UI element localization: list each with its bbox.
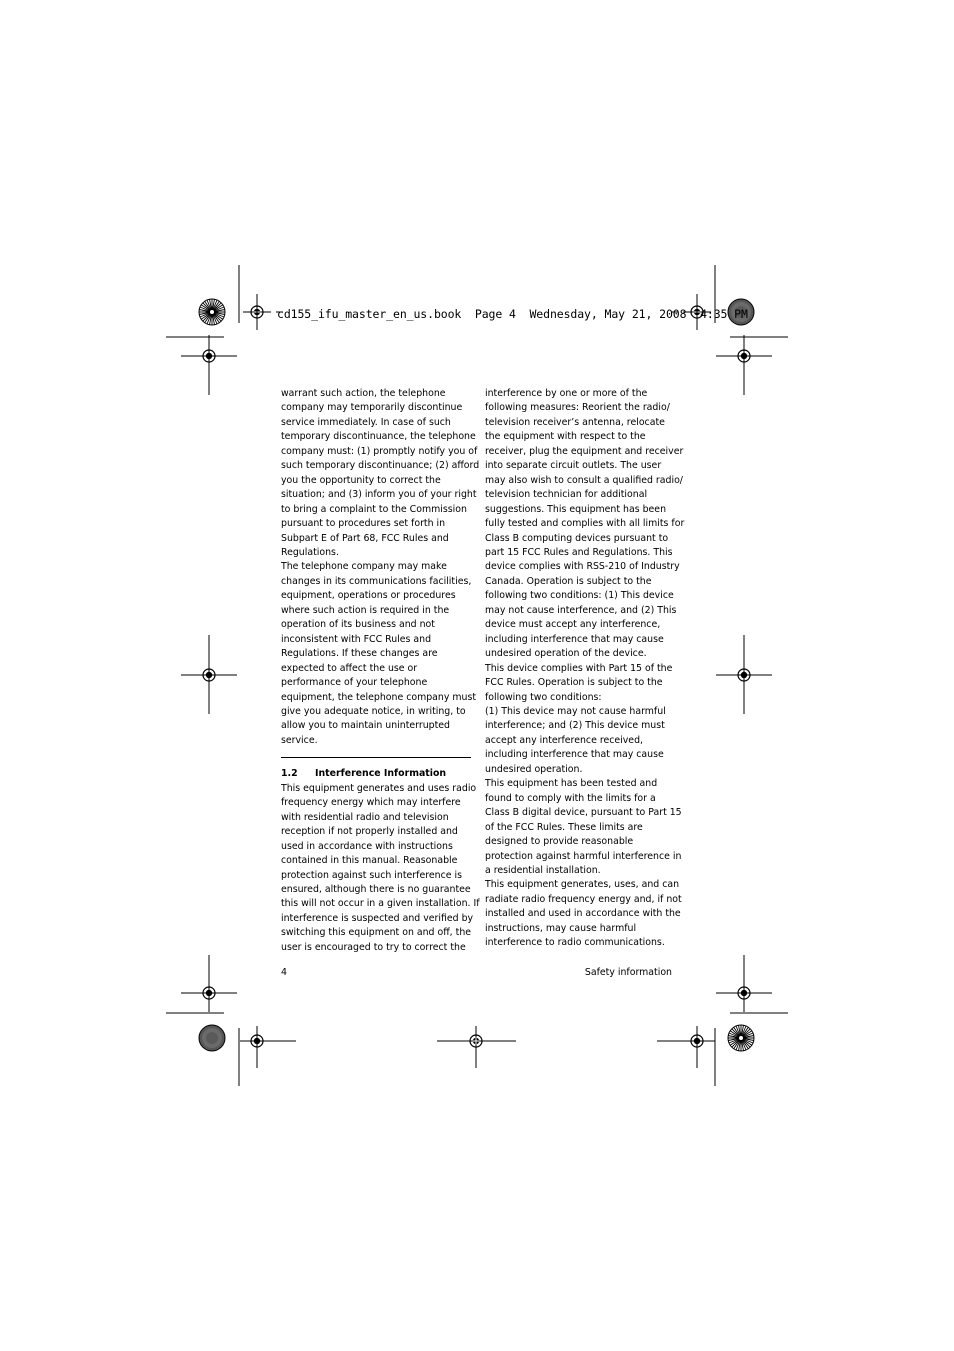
text-line: The telephone company may make (281, 561, 447, 573)
text-line: television receiver’s antenna, relocate (485, 416, 665, 428)
text-line: user is encouraged to try to correct the (281, 941, 466, 953)
text-line: reception if not properly installed and (281, 826, 458, 838)
text-line: where such action is required in the (281, 604, 450, 616)
text-line: device complies with RSS-210 of Industry (485, 561, 680, 573)
text-line: protection against such interference is (281, 869, 462, 881)
text-line: may not cause interference, and (2) This (485, 604, 677, 616)
text-line: this will not occur in a given installation. If (281, 898, 480, 910)
text-line: instructions, may cause harmful (485, 922, 637, 934)
text-line: you the opportunity to correct the (281, 474, 441, 486)
text-line: fully tested and complies with all limits for (485, 518, 685, 530)
text-line: This device complies with Part 15 of the (485, 662, 673, 674)
text-line: Regulations. (281, 546, 339, 558)
section-title: Interference Information (315, 768, 447, 780)
text-line: ensured, although there is no guarantee (281, 883, 471, 895)
right-paragraph-5 (485, 878, 682, 950)
page-number: 4 (281, 967, 287, 978)
text-line: undesired operation of the device. (485, 648, 647, 660)
text-line: following measures: Reorient the radio/ (485, 402, 670, 414)
text-line: following two conditions: (1) This device (485, 590, 674, 602)
text-line: This equipment generates, uses, and can (485, 879, 680, 891)
text-line: of the FCC Rules. These limits are (485, 821, 643, 833)
text-line: equipment, the telephone company must (281, 691, 477, 703)
text-line: situation; and (3) inform you of your right (281, 489, 477, 501)
text-line: Class B computing devices pursuant to (485, 532, 669, 544)
text-line: may also wish to consult a qualified radio/ (485, 474, 683, 486)
text-line: temporary discontinuance, the telephone (281, 431, 476, 443)
text-line: service. (281, 734, 318, 746)
text-line: interference by one or more of the (485, 388, 648, 399)
right-paragraph-3 (485, 705, 675, 777)
text-line: switching this equipment on and off, the (281, 927, 472, 939)
text-line: installed and used in accordance with the (485, 908, 681, 920)
right-column (485, 387, 685, 951)
right-paragraph-4 (485, 777, 682, 878)
left-paragraph-2 (281, 560, 477, 748)
text-line: interference to radio communications. (485, 937, 665, 949)
text-line: give you adequate notice, in writing, to (281, 705, 466, 717)
text-line: used in accordance with instructions (281, 840, 453, 852)
right-paragraph-2 (485, 662, 675, 705)
text-line: including interference that may cause (485, 749, 664, 761)
text-line: operation of its business and not (281, 619, 435, 631)
text-line: the equipment with respect to the (485, 431, 646, 443)
text-line: (1) This device may not cause harmful (485, 705, 666, 717)
text-line: interference; and (2) This device must (485, 720, 665, 732)
text-line: a residential installation. (485, 864, 601, 876)
text-line: such temporary discontinuance; (2) afford (281, 460, 480, 472)
text-line: with residential radio and television (281, 811, 449, 823)
text-line: This equipment generates and uses radio (281, 782, 477, 794)
section-number: 1.2 (281, 768, 298, 780)
text-line: Regulations. If these changes are (281, 648, 438, 660)
text-line: warrant such action, the telephone (281, 388, 446, 399)
text-line: performance of your telephone (281, 677, 428, 689)
text-line: contained in this manual. Reasonable (281, 855, 458, 867)
left-paragraph-1 (281, 387, 480, 560)
text-line: allow you to maintain uninterrupted (281, 720, 451, 732)
left-column (281, 387, 480, 955)
print-slug: cd155_ifu_master_en_us.book Page 4 Wednesday, May 21, 2008 4:35 PM (277, 307, 748, 321)
text-line: Class B digital device, pursuant to Part 15 (485, 807, 682, 819)
text-line: radiate radio frequency energy and, if not (485, 893, 682, 905)
text-line: company may temporarily discontinue (281, 402, 463, 414)
text-line: inconsistent with FCC Rules and (281, 633, 432, 645)
text-line: including interference that may cause (485, 633, 664, 645)
text-line: following two conditions: (485, 691, 602, 703)
text-line: Subpart E of Part 68, FCC Rules and (281, 532, 449, 544)
text-line: changes in its communications facilities, (281, 575, 472, 587)
text-line: pursuant to procedures set forth in (281, 518, 446, 530)
right-paragraph-1 (485, 387, 685, 662)
text-line: into separate circuit outlets. The user (485, 460, 662, 472)
text-line: part 15 FCC Rules and Regulations. This (485, 546, 673, 558)
text-line: device must accept any interference, (485, 619, 661, 631)
text-line: accept any interference received, (485, 734, 644, 746)
text-line: interference is suspected and verified by (281, 912, 474, 924)
text-line: service immediately. In case of such (281, 416, 451, 428)
text-line: receiver, plug the equipment and receiver (485, 445, 684, 457)
text-line: equipment, operations or procedures (281, 590, 456, 602)
text-line: company must: (1) promptly notify you of (281, 445, 478, 457)
section-heading (281, 757, 471, 781)
text-line: designed to provide reasonable (485, 836, 634, 848)
text-line: suggestions. This equipment has been (485, 503, 667, 515)
footer-section-name: Safety information (584, 967, 672, 978)
text-line: FCC Rules. Operation is subject to the (485, 677, 663, 689)
text-line: to bring a complaint to the Commission (281, 503, 467, 515)
text-line: found to comply with the limits for a (485, 792, 656, 804)
text-line: This equipment has been tested and (485, 778, 658, 790)
text-line: protection against harmful interference in (485, 850, 682, 862)
text-line: expected to affect the use or (281, 662, 418, 674)
text-line: television technician for additional (485, 489, 648, 501)
text-line: frequency energy which may interfere (281, 797, 461, 809)
text-line: undesired operation. (485, 763, 583, 775)
left-paragraph-3 (281, 782, 480, 955)
text-line: Canada. Operation is subject to the (485, 575, 652, 587)
